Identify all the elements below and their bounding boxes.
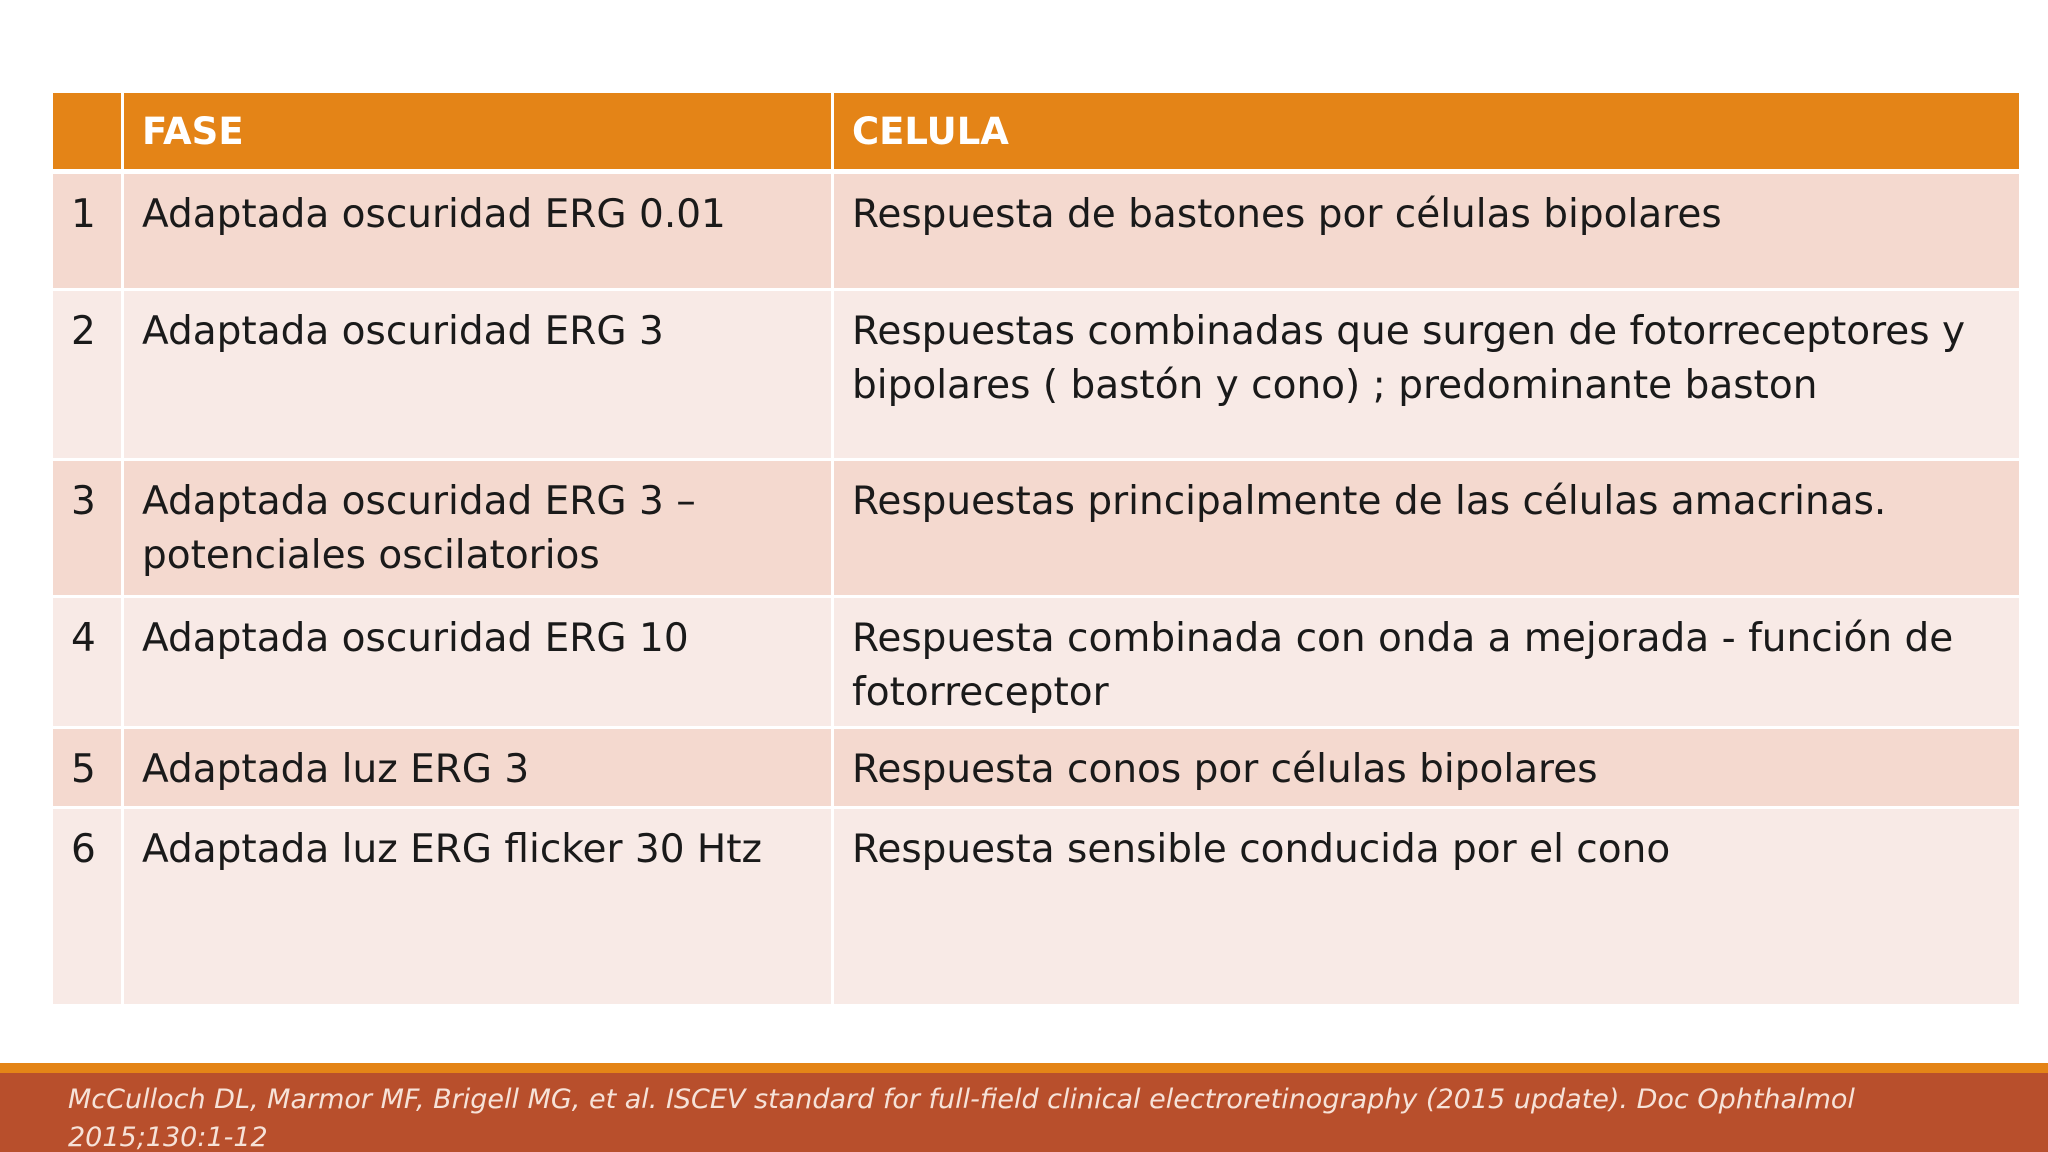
table-row xyxy=(52,807,2021,1005)
row-celula: Respuesta de bastones por células bipolares xyxy=(833,171,2021,289)
row-celula: Respuestas principalmente de las células amacrinas. xyxy=(833,459,2021,596)
citation-text: McCulloch DL, Marmor MF, Brigell MG, et al. ISCEV standard for full-field clinical electroretinography (2015 update). Doc Ophthalmol 2015;130:1-12 xyxy=(68,1084,1855,1152)
header-number xyxy=(52,93,123,171)
row-fase: Adaptada luz ERG 3 xyxy=(123,727,833,807)
row-number: 3 xyxy=(52,459,123,596)
row-number: 2 xyxy=(52,289,123,459)
row-number: 6 xyxy=(52,807,123,1005)
table-row xyxy=(52,171,2021,289)
header-fase: FASE xyxy=(123,93,833,171)
table-header-row xyxy=(52,93,2021,171)
row-fase: Adaptada oscuridad ERG 10 xyxy=(123,596,833,727)
table-row xyxy=(52,459,2021,596)
erg-phases-table xyxy=(50,93,2022,1007)
table-row xyxy=(52,727,2021,807)
row-celula: Respuestas combinadas que surgen de fotorreceptores y bipolares ( bastón y cono) ; predominante baston xyxy=(833,289,2021,459)
table-row xyxy=(52,289,2021,459)
row-number: 4 xyxy=(52,596,123,727)
row-fase: Adaptada oscuridad ERG 3 – potenciales oscilatorios xyxy=(123,459,833,596)
row-number: 1 xyxy=(52,171,123,289)
row-fase: Adaptada oscuridad ERG 0.01 xyxy=(123,171,833,289)
row-fase: Adaptada oscuridad ERG 3 xyxy=(123,289,833,459)
row-celula: Respuesta combinada con onda a mejorada - función de fotorreceptor xyxy=(833,596,2021,727)
row-fase: Adaptada luz ERG flicker 30 Htz xyxy=(123,807,833,1005)
header-celula: CELULA xyxy=(833,93,2021,171)
row-number: 5 xyxy=(52,727,123,807)
table-row xyxy=(52,596,2021,727)
row-celula: Respuesta sensible conducida por el cono xyxy=(833,807,2021,1005)
footer-bar xyxy=(0,1063,2048,1152)
row-celula: Respuesta conos por células bipolares xyxy=(833,727,2021,807)
